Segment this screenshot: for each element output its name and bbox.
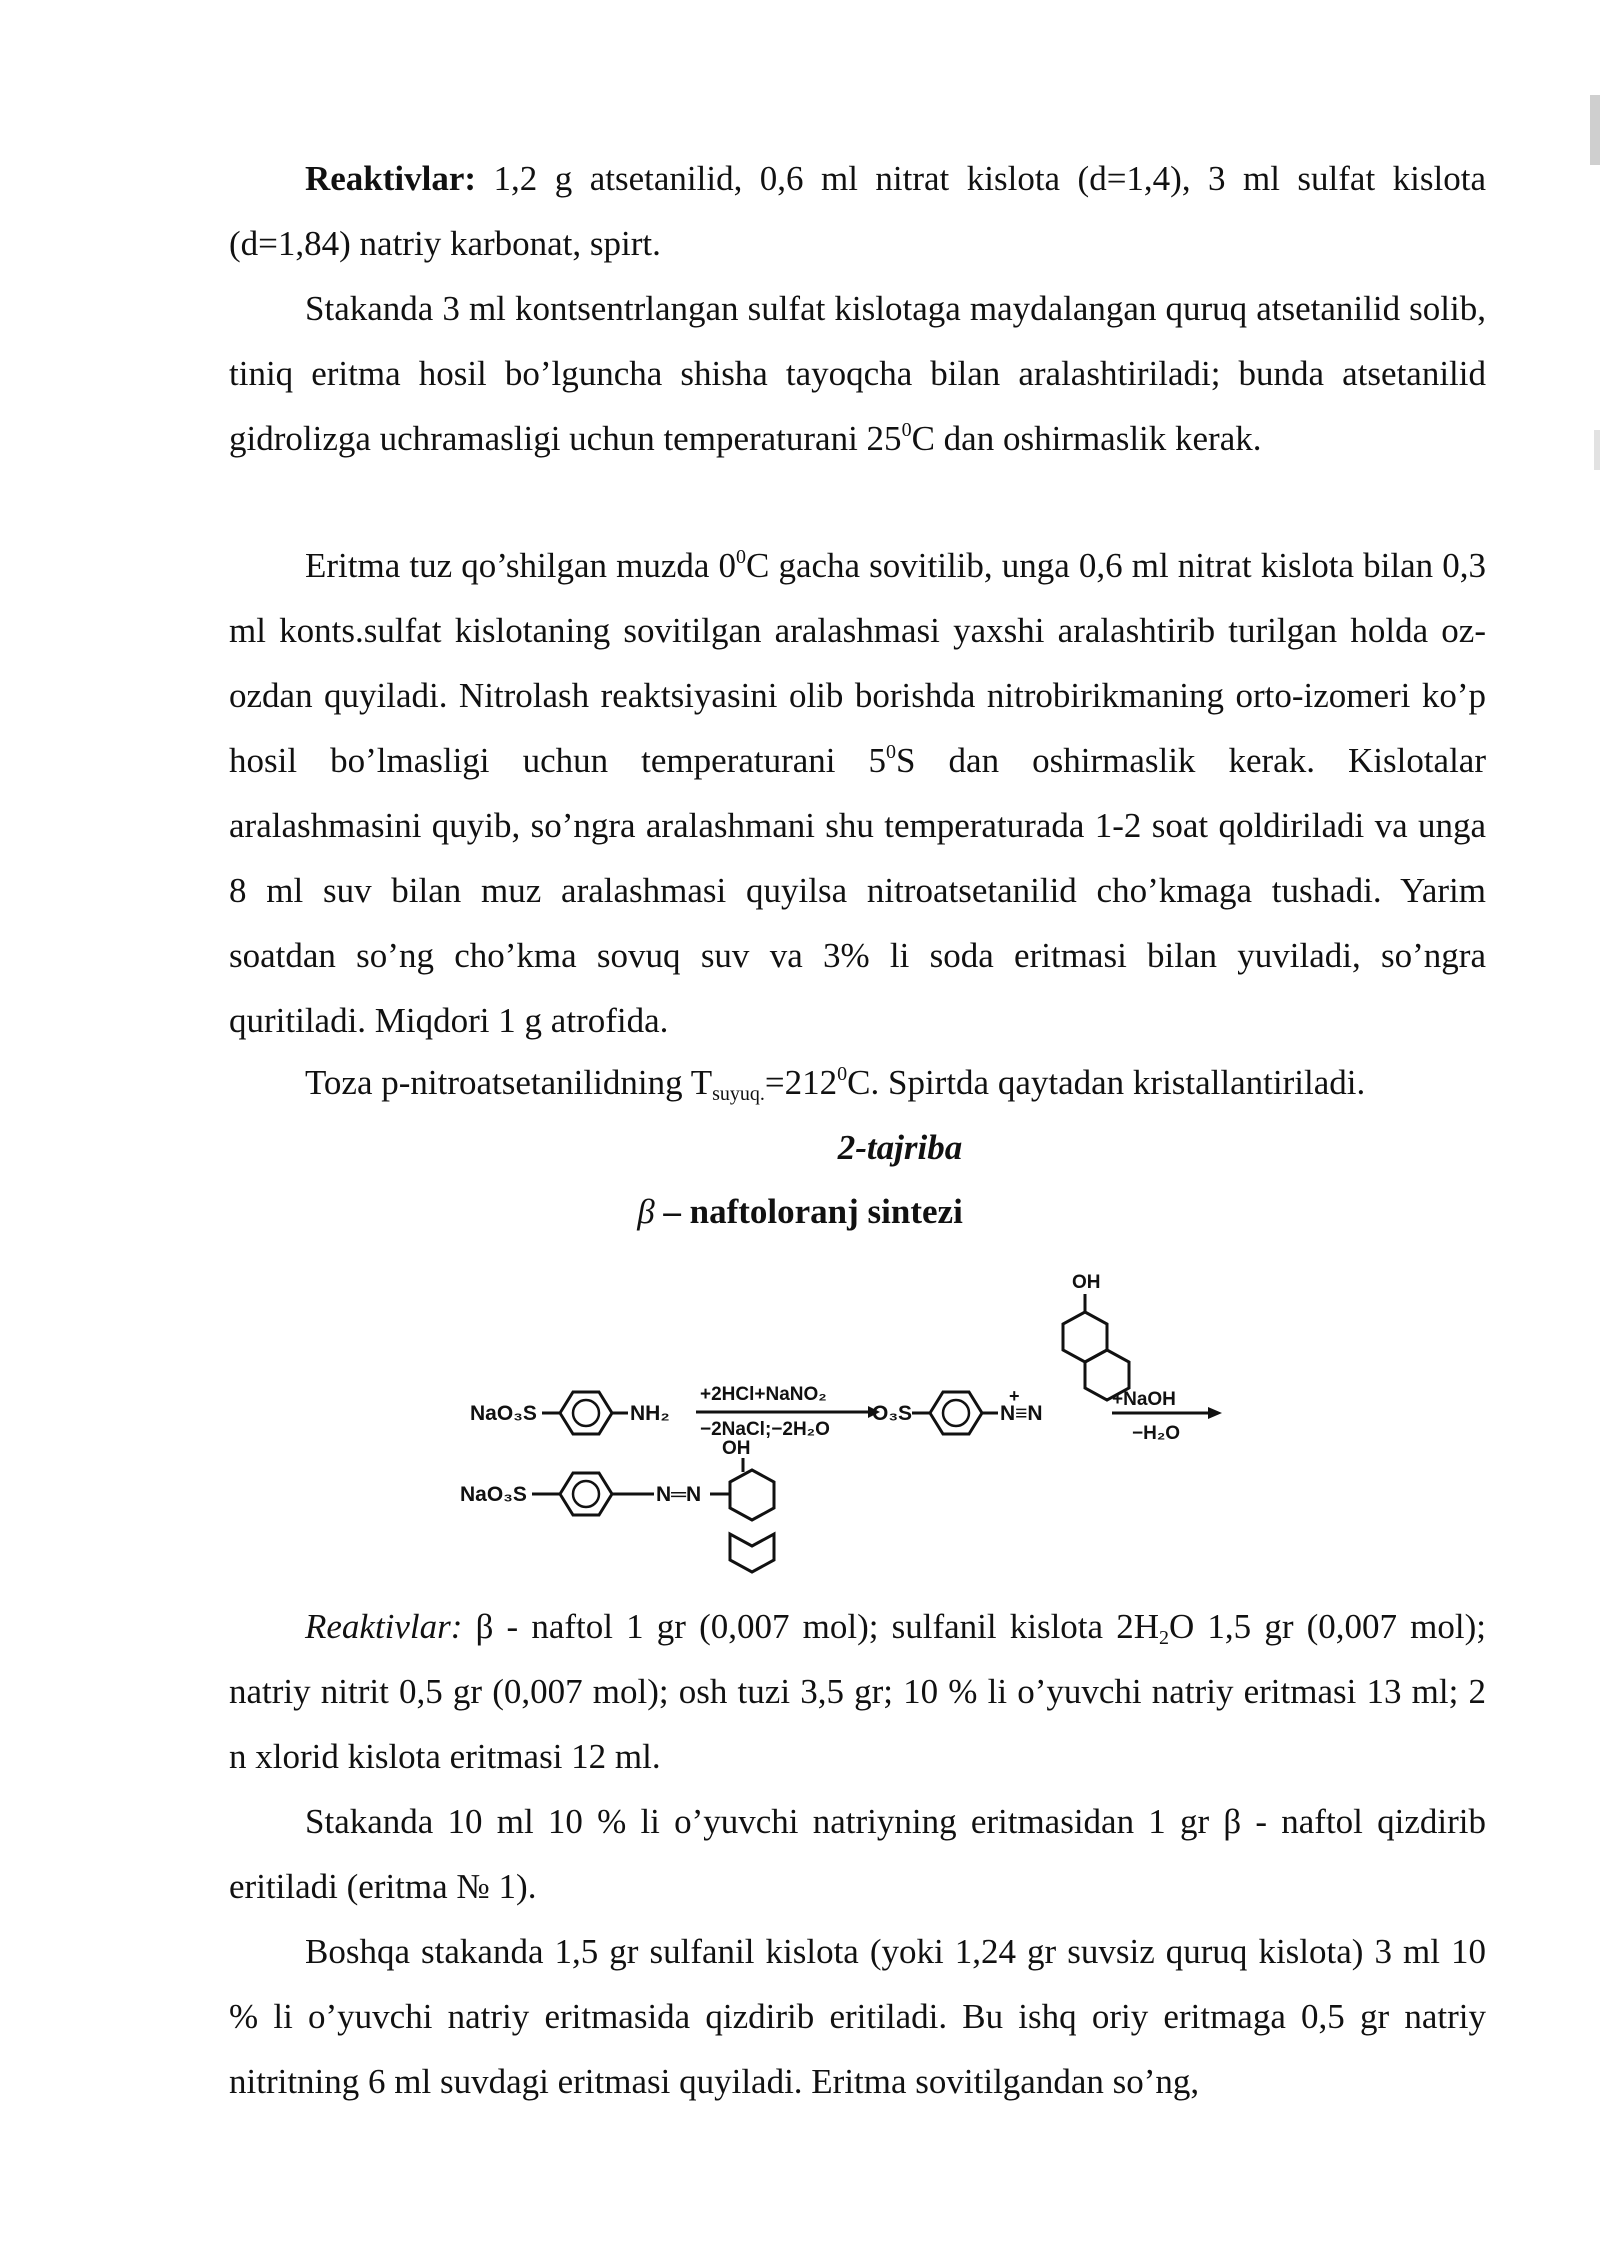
text-run: =212 [764, 1063, 838, 1102]
reagents-above-arrow: +2HCl+NaNO₂ [700, 1384, 827, 1405]
degree-superscript: 0 [886, 741, 897, 763]
reagents-text: 1,2 g atsetanilid, 0,6 ml nitrat kislota (d=1,4), 3 ml sulfat kislota (d=1,84) natriy karbonat, spirt. [229, 159, 1486, 263]
text-run: S dan oshirmaslik kerak. Kislotalar aralashmasini quyib, so’ngra aralashmani shu temperaturada 1-2 soat qoldiriladi va unga 8 ml suv bilan muz aralashmasi quyilsa nitroatsetanilid cho’kmaga tushadi. Yarim soatdan so’ng cho’kma sovuq suv va 3% li soda eritmasi bilan yuviladi, so’ngra quritiladi. Miqdori 1 g atrofida. [229, 741, 1486, 1040]
degree-superscript: 0 [736, 546, 747, 568]
azo-bond-label: N═N [656, 1483, 702, 1506]
diazonium-charge: + [1009, 1386, 1020, 1406]
benzene-ring-icon [560, 1392, 612, 1434]
text-run: Toza p-nitroatsetanilidning T [305, 1063, 713, 1102]
sulfonate-group-label: NaO₃S [470, 1402, 537, 1425]
text-run: O 1,5 gr (0,007 mol); natriy nitrit 0,5 gr (0,007 mol); osh tuzi 3,5 gr; 10 % li o’yuvchi natriy eritmasi 13 ml; 2 n xlorid kislota eritmasi 12 ml. [229, 1607, 1487, 1776]
scan-edge-artifact [1594, 430, 1600, 470]
naphthalene-ring-icon [1063, 1312, 1129, 1400]
degree-superscript: 0 [901, 419, 912, 441]
diazonium-group-label: N≡N [1000, 1402, 1043, 1425]
naphthalene-ring-icon [730, 1470, 774, 1572]
degree-superscript: 0 [837, 1063, 848, 1085]
procedure-paragraph-3: Stakanda 10 ml 10 % li o’yuvchi natriyning eritmasidan 1 gr β - naftol qizdirib eritiladi (eritma № 1). [229, 1802, 1486, 1906]
reagents-label-italic: Reaktivlar: [305, 1607, 463, 1646]
reaction-scheme [460, 1268, 1230, 1578]
synthesis-title [0, 1192, 1600, 1232]
procedure-paragraph-1 [229, 276, 1486, 471]
base-reagent-above-arrow: +NaOH [1112, 1389, 1176, 1410]
benzene-ring-icon [560, 1473, 612, 1515]
diazo-sulfonate-label: O₃S [872, 1402, 913, 1425]
reagents-paragraph-1 [229, 146, 1486, 276]
text-run: Eritma tuz qo’shilgan muzda 0 [305, 546, 737, 585]
synthesis-title-text: – naftoloranj sintezi [654, 1192, 963, 1231]
reagents-below-arrow: −2NaCl;−2H₂O [700, 1419, 830, 1440]
product-hydroxyl-label: OH [722, 1438, 751, 1459]
reagents-paragraph-2 [229, 1594, 1486, 1789]
scan-edge-artifact [1590, 95, 1600, 165]
benzene-ring-icon [930, 1392, 982, 1434]
amine-group-label: NH₂ [630, 1402, 670, 1425]
arrow-head-icon [1208, 1407, 1222, 1419]
hydroxyl-label: OH [1072, 1272, 1101, 1293]
text-run: C dan oshirmaslik kerak. [911, 419, 1262, 458]
procedure-paragraph-4: Boshqa stakanda 1,5 gr sulfanil kislota (yoki 1,24 gr suvsiz quruq kislota) 3 ml 10 % li o’yuvchi natriy eritmasida qizdirib eritiladi. Bu ishq oriy eritmaga 0,5 gr natriy nitritning 6 ml suvdagi eritmasi quyiladi. Eritma sovitilgandan so’ng, [229, 1932, 1486, 2101]
base-reagent-below-arrow: −H₂O [1132, 1423, 1181, 1444]
beta-symbol: β [637, 1192, 655, 1231]
text-run: β - naftol 1 gr (0,007 mol); sulfanil kislota 2H [462, 1607, 1159, 1646]
experiment-title: 2-tajriba [837, 1128, 963, 1167]
product-sulfonate-label: NaO₃S [460, 1483, 527, 1506]
melting-point-paragraph [229, 1050, 1486, 1115]
reagents-label: Reaktivlar: [305, 159, 477, 198]
text-run: C. Spirtda qaytadan kristallantiriladi. [847, 1063, 1366, 1102]
text-run: C gacha sovitilib, unga 0,6 ml nitrat kislota bilan 0,3 ml konts.sulfat kislotaning sovitilgan aralashmasi yaxshi aralashtirib turilgan holda oz-ozdan quyiladi. Nitrolash reaktsiyasini olib borishda nitrobirikmaning orto-izomeri ko’p hosil bo’lmasligi uchun temperaturani 5 [229, 546, 1486, 780]
procedure-paragraph-2 [229, 533, 1486, 1053]
text-run: Stakanda 3 ml kontsentrlangan sulfat kislotaga maydalangan quruq atsetanilid solib, tiniq eritma hosil bo’lguncha shisha tayoqcha bilan aralashtiriladi; bunda atsetanilid gidrolizga uchramasligi uchun temperaturani 25 [229, 289, 1486, 458]
subscript: suyuq. [712, 1083, 765, 1105]
subscript: 2 [1159, 1627, 1169, 1649]
